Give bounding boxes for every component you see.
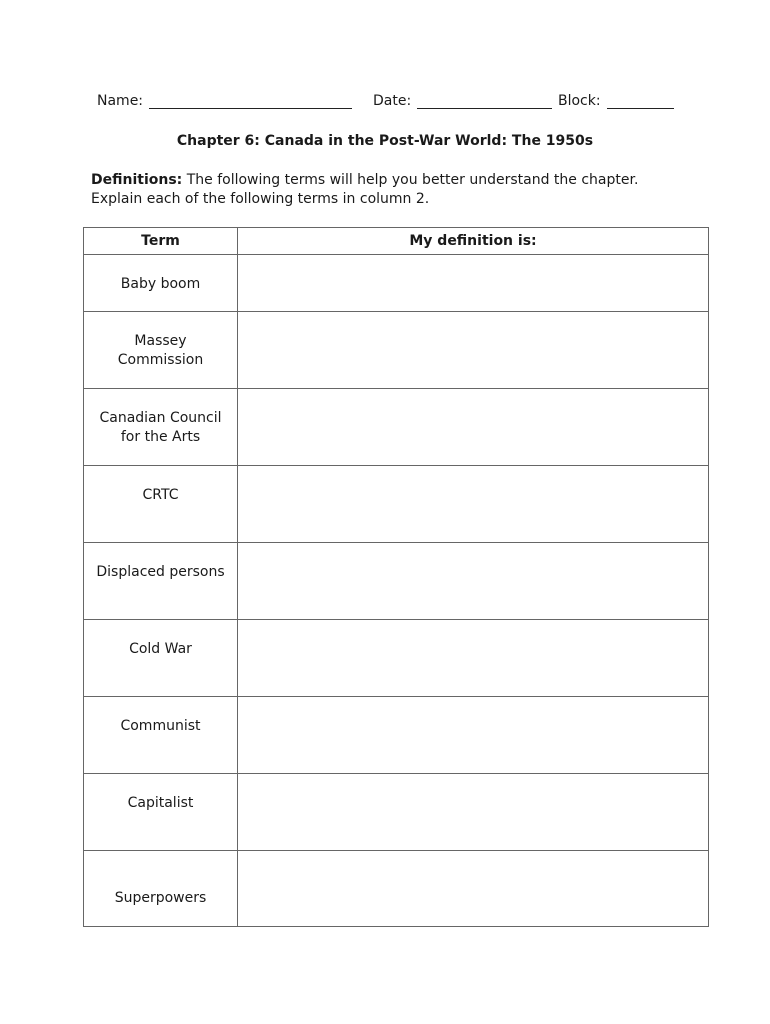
- instructions: [91, 171, 691, 209]
- definition-cell[interactable]: [238, 697, 709, 774]
- definition-cell[interactable]: [238, 466, 709, 543]
- term-column-header: Term: [84, 228, 238, 255]
- term-label: Communist: [120, 718, 201, 734]
- term-cell: [84, 389, 238, 466]
- term-cell: [84, 312, 238, 389]
- term-label: Displaced persons: [96, 564, 225, 580]
- term-cell: [84, 774, 238, 851]
- block-field: [558, 93, 674, 109]
- term-label: Massey Commission: [117, 333, 204, 368]
- table-row: [84, 543, 709, 620]
- instructions-line1: The following terms will help you better understand the chapter.: [182, 172, 639, 188]
- table-row: [84, 774, 709, 851]
- definitions-label: Definitions:: [91, 172, 183, 188]
- definitions-table: [83, 227, 709, 927]
- table-row: [84, 255, 709, 312]
- definition-cell[interactable]: [238, 255, 709, 312]
- definition-cell[interactable]: [238, 774, 709, 851]
- term-cell: [84, 851, 238, 927]
- table-header-row: [84, 228, 709, 255]
- table-row: [84, 697, 709, 774]
- block-label: Block:: [558, 93, 601, 109]
- definition-cell[interactable]: [238, 312, 709, 389]
- definition-column-header: My definition is:: [238, 228, 709, 255]
- table-row: [84, 312, 709, 389]
- table-row: [84, 466, 709, 543]
- term-cell: [84, 543, 238, 620]
- term-label: CRTC: [142, 487, 179, 503]
- instructions-line2: Explain each of the following terms in column 2.: [91, 191, 430, 207]
- date-blank[interactable]: [417, 93, 552, 109]
- date-field: [373, 93, 552, 109]
- name-blank[interactable]: [149, 93, 352, 109]
- term-cell: [84, 255, 238, 312]
- definition-cell[interactable]: [238, 620, 709, 697]
- definition-cell[interactable]: [238, 851, 709, 927]
- header-fields: [0, 93, 770, 113]
- term-cell: [84, 620, 238, 697]
- term-cell: [84, 697, 238, 774]
- definition-cell[interactable]: [238, 389, 709, 466]
- block-blank[interactable]: [607, 93, 674, 109]
- page-title: Chapter 6: Canada in the Post-War World: The 1950s: [176, 133, 594, 149]
- term-label: Capitalist: [127, 795, 194, 811]
- definition-cell[interactable]: [238, 543, 709, 620]
- name-field: [97, 93, 352, 109]
- term-label: Superpowers: [114, 890, 207, 906]
- table-row: [84, 389, 709, 466]
- term-cell: [84, 466, 238, 543]
- term-label: Cold War: [129, 641, 192, 657]
- term-label: Baby boom: [120, 276, 201, 292]
- table-row: [84, 851, 709, 927]
- term-label: Canadian Council for the Arts: [99, 410, 222, 445]
- name-label: Name:: [97, 93, 144, 109]
- date-label: Date:: [373, 93, 412, 109]
- table-row: [84, 620, 709, 697]
